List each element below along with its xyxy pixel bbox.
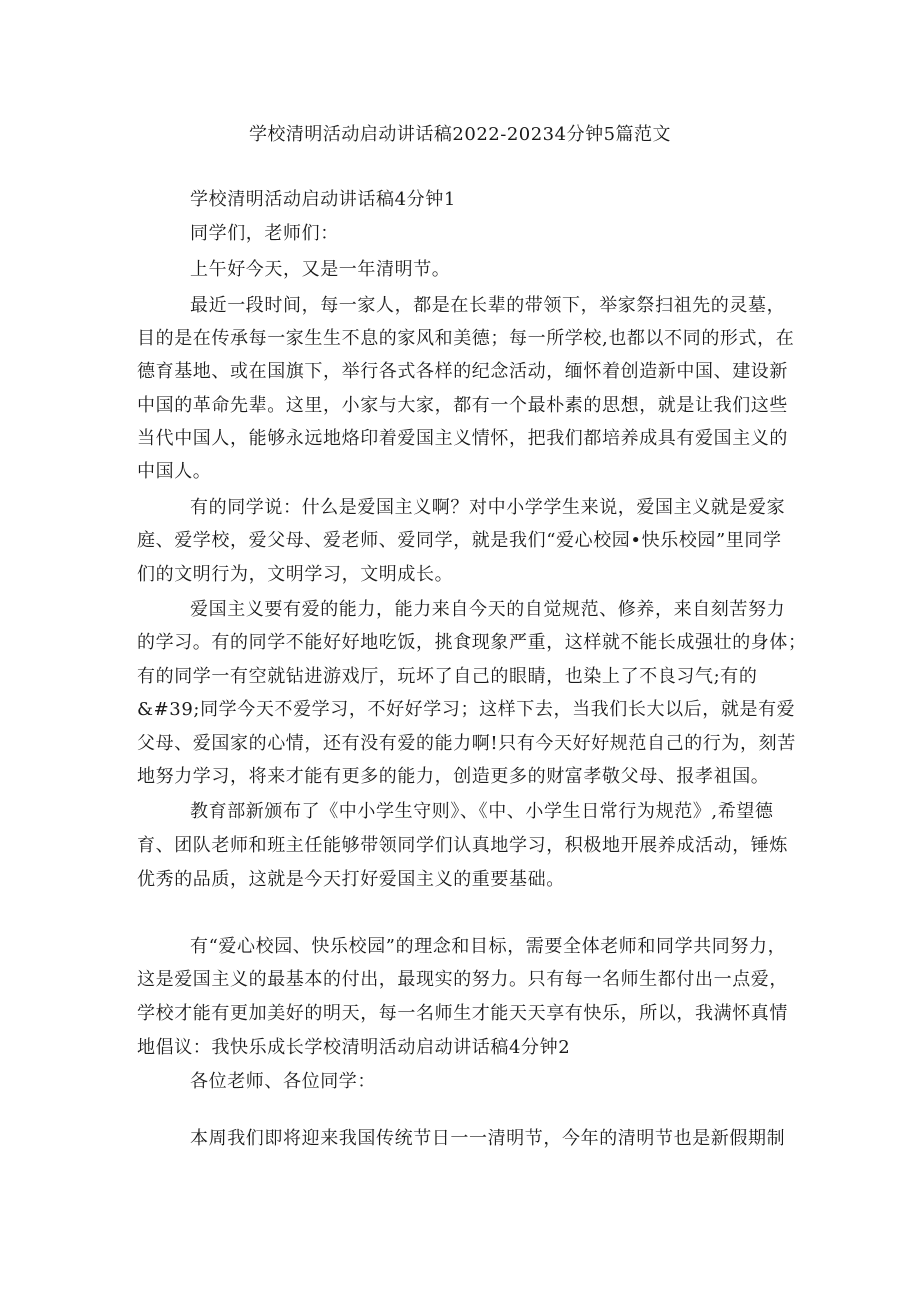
paragraph-line: 教育部新颁布了《中小学生守则》、《中、小学生日常行为规范》,希望德 <box>190 801 774 822</box>
paragraph-line: 有的同学一有空就钻进游戏厅，玩坏了自己的眼睛，也染上了不良习气;有的 <box>137 666 758 687</box>
paragraph-line: 地倡议：我快乐成长学校清明活动启动讲话稿4分钟2 <box>137 1037 571 1058</box>
paragraph-line: &#39;同学今天不爱学习，不好好学习；这样下去，当我们长大以后，就是有爱 <box>137 699 796 720</box>
paragraph-line: 本周我们即将迎来我国传统节日一一清明节，今年的清明节也是新假期制 <box>190 1128 786 1149</box>
paragraph-line: 中国的革命先辈。这里，小家与大家，都有一个最朴素的思想，就是让我们这些 <box>137 395 788 416</box>
salutation: 各位老师、各位同学： <box>190 1071 376 1092</box>
paragraph-line: 庭、爱学校，爱父母、爱老师、爱同学，就是我们“爱心校园•快乐校园”里同学 <box>137 530 782 551</box>
paragraph-line: 上午好今天，又是一年清明节。 <box>190 259 451 280</box>
paragraph-line: 父母、爱国家的心情，还有没有爱的能力啊!只有今天好好规范自己的行为，刻苦 <box>137 733 796 754</box>
paragraph-line: 目的是在传承每一家生生不息的家风和美德；每一所学校,也都以不同的形式，在 <box>137 328 795 349</box>
paragraph-line: 有的同学说：什么是爱国主义啊？对中小学学生来说，爱国主义就是爱家 <box>190 497 786 518</box>
paragraph-line: 学校才能有更加美好的明天，每一名师生才能天天享有快乐，所以，我满怀真情 <box>137 1003 788 1024</box>
paragraph-line: 优秀的品质，这就是今天打好爱国主义的重要基础。 <box>137 869 565 890</box>
paragraph-line: 中国人。 <box>137 461 212 482</box>
paragraph-line: 爱国主义要有爱的能力，能力来自今天的自觉规范、修养，来自刻苦努力 <box>190 599 786 620</box>
paragraph-line: 当代中国人，能够永远地烙印着爱国主义情怀，把我们都培养成具有爱国主义的 <box>137 428 788 449</box>
paragraph-line: 最近一段时间，每一家人，都是在长辈的带领下，举家祭扫祖先的灵墓， <box>190 295 786 316</box>
section-heading-1: 学校清明活动启动讲话稿4分钟1 <box>190 189 456 210</box>
paragraph-line: 育、团队老师和班主任能够带领同学们认真地学习，积极地开展养成活动，锤炼 <box>137 835 788 856</box>
paragraph-line: 的学习。有的同学不能好好地吃饭，挑食现象严重，这样就不能长成强壮的身体； <box>137 632 807 653</box>
paragraph-line: 德育基地、或在国旗下，举行各式各样的纪念活动，缅怀着创造新中国、建设新 <box>137 361 788 382</box>
paragraph-line: 地努力学习，将来才能有更多的能力，创造更多的财富孝敬父母、报孝祖国。 <box>137 766 770 787</box>
document-title: 学校清明活动启动讲话稿2022-20234分钟5篇范文 <box>248 124 672 145</box>
paragraph-line: 们的文明行为，文明学习，文明成长。 <box>137 564 454 585</box>
paragraph-line: 有“爱心校园、快乐校园”的理念和目标，需要全体老师和同学共同努力， <box>190 936 787 957</box>
paragraph-line: 这是爱国主义的最基本的付出，最现实的努力。只有每一名师生都付出一点爱， <box>137 969 788 990</box>
salutation: 同学们，老师们： <box>190 223 339 244</box>
